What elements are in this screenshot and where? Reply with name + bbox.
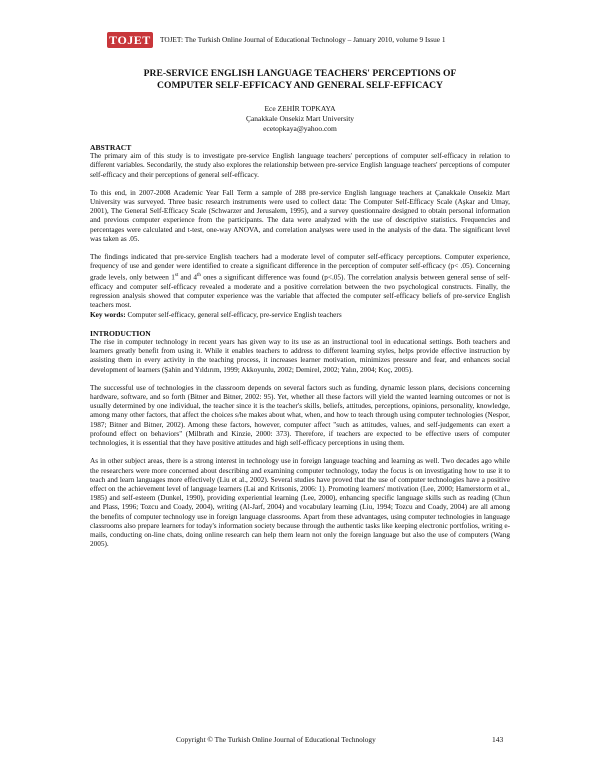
abstract-heading: ABSTRACT — [90, 143, 132, 152]
abstract-paragraph-1: The primary aim of this study is to investigate pre-service English language teachers' perceptions of computer self-efficacy in relation to different variables. Secondarily, the study also explores the relationship between pre-service English language teachers' perceptions of computer self-efficacy and their perceptions of general self-efficacy. — [90, 152, 510, 179]
introduction-heading: INTRODUCTION — [90, 328, 151, 338]
abstract-p3-end: ones a significant difference was found (p<.05). The correlation analysis between general sense of self-efficacy and computer self-efficacy revealed a moderate and a positive correlation between the two psychological constructs. Finally, the regression analysis showed that computer experience was the variable that affected the computer self-efficacy beliefs of pre-service English teachers most. — [90, 273, 510, 310]
introduction-paragraph-3: As in other subject areas, there is a strong interest in technology use in foreign language teaching and learning as well. Two decades ago while the researchers were more concerned about describing and examining computer technology, today the focus is on investigating how to use it to teach and learn languages more effectively (Liu et al., 2002). Several studies have proved that the use of computer technologies have a positive effect on the achievement level of language learners (Lai and Kritsonis, 2006: 1). Promoting learners' motivation (Lee, 2000; Hamerstorm et al., 1985) and self-esteem (Dunkel, 1990), providing experiential learning (Lee, 2000), enhancing specific language skills such as reading (Chun and Plass, 1996; Tozcu and Coady, 2004), writing (Al-Jarf, 2004) and vocabulary learning (Liu, 1994; Tozcu and Coady, 2004) are all among the benefits of computer technology use in foreign language classrooms. Apart from these advantages, using computer technologies in language classrooms also prepare learners for today's information society because through the authentic tasks like keeping electronic portfolios, writing e-mails, conducting on-line chats, doing online research can help them learn not only the foreign language but also the use of computers (Wang 2005). — [90, 457, 510, 549]
superscript-th: th — [197, 273, 201, 279]
author-name: Ece ZEHİR TOPKAYA — [264, 104, 336, 113]
abstract-paragraph-3 — [90, 253, 510, 311]
superscript-st: st — [174, 273, 179, 279]
introduction-paragraph-1: The rise in computer technology in recent years has given way to its use as an instructional tool in educational settings. Both teachers and learners greatly benefit from using it. While it enables teachers to address to different learning styles, helps provide effective instruction by assisting them in every activity in the teaching process, it increases learner motivation, minimizes pressure and fear, and enhances social development of learners (Şahin and Yıldırım, 1999; Akkoyunlu, 2002; Demirel, 2002; Yalın, 2004; Koç, 2005). — [90, 338, 510, 374]
journal-logo: TOJET — [107, 32, 153, 48]
introduction-paragraph-2: The successful use of technologies in the classroom depends on several factors such as funding, dynamic lesson plans, decisions concerning hardware, software, and so forth (Bitner and Bitner, 2002: 95). Yet, whether all these factors will yield the wanted learning outcomes or not is usually determined by one individual, the teacher since it is the teacher's skills, beliefs, attitudes, perceptions, opinions, personality, knowledge, among many other factors, that affect the choices s/he makes about what, when, and how to teach through using computer technologies (Nespor, 1987; Bitner and Bitner, 2002). Among these factors, however, computer affect "such as attitudes, values, and self-judgements can exert a profound effect on behaviors" (Milbrath and Kinzie, 2000: 373). Therefore, if teachers are expected to be effective users of computer technologies, it is essential that they have positive attitudes and high self-efficacy perceptions in using them. — [90, 383, 510, 448]
author-affiliation: Çanakkale Onsekiz Mart University — [245, 114, 355, 123]
keywords-label: Key words: — [90, 310, 126, 319]
keywords — [90, 311, 510, 320]
keywords-text: Computer self-efficacy, general self-efficacy, pre-service English teachers — [125, 310, 342, 319]
abstract-p3-start: The findings indicated that pre-service English teachers had a moderate level of computer self-efficacy perceptions. Computer experience, frequency of use and gender were identified to create a significant difference in the perception of computer self-efficacy (p< .05). Concerning grade levels, only between 1 — [90, 253, 510, 282]
title-line-2: COMPUTER SELF-EFFICACY AND GENERAL SELF-EFFICACY — [157, 80, 443, 91]
paper-title — [90, 68, 510, 92]
journal-header: TOJET: The Turkish Online Journal of Educational Technology – January 2010, volume 9 Issue 1 — [160, 35, 446, 44]
author-email[interactable]: ecetopkaya@yahoo.com — [263, 124, 337, 133]
footer-copyright: Copyright © The Turkish Online Journal of Educational Technology — [176, 735, 376, 744]
abstract-paragraph-2: To this end, in 2007-2008 Academic Year Fall Term a sample of 288 pre-service English language teachers at Çanakkale Onsekiz Mart University was surveyed. Three basic research instruments were used to collect data: The Computer Self-Efficacy Scale (Aşkar and Umay, 2001), The General Self-Efficacy Scale (Schwarzer and Jerusalem, 1995), and a survey questionnaire designed to obtain personal information and previous computer experience from the participants. The data were analyzed with the use of descriptive statistics. Frequencies and percentages were calculated and t-test, one-way ANOVA, and correlation analyses were used in the analysis of the data. The significant level was taken as .05. — [90, 188, 510, 243]
abstract-p3-mid: and 4 — [178, 273, 197, 282]
paper-body — [90, 143, 510, 558]
page-number: 143 — [492, 735, 504, 744]
title-line-1: PRE-SERVICE ENGLISH LANGUAGE TEACHERS' PERCEPTIONS OF — [143, 68, 457, 79]
author-block — [90, 104, 510, 134]
